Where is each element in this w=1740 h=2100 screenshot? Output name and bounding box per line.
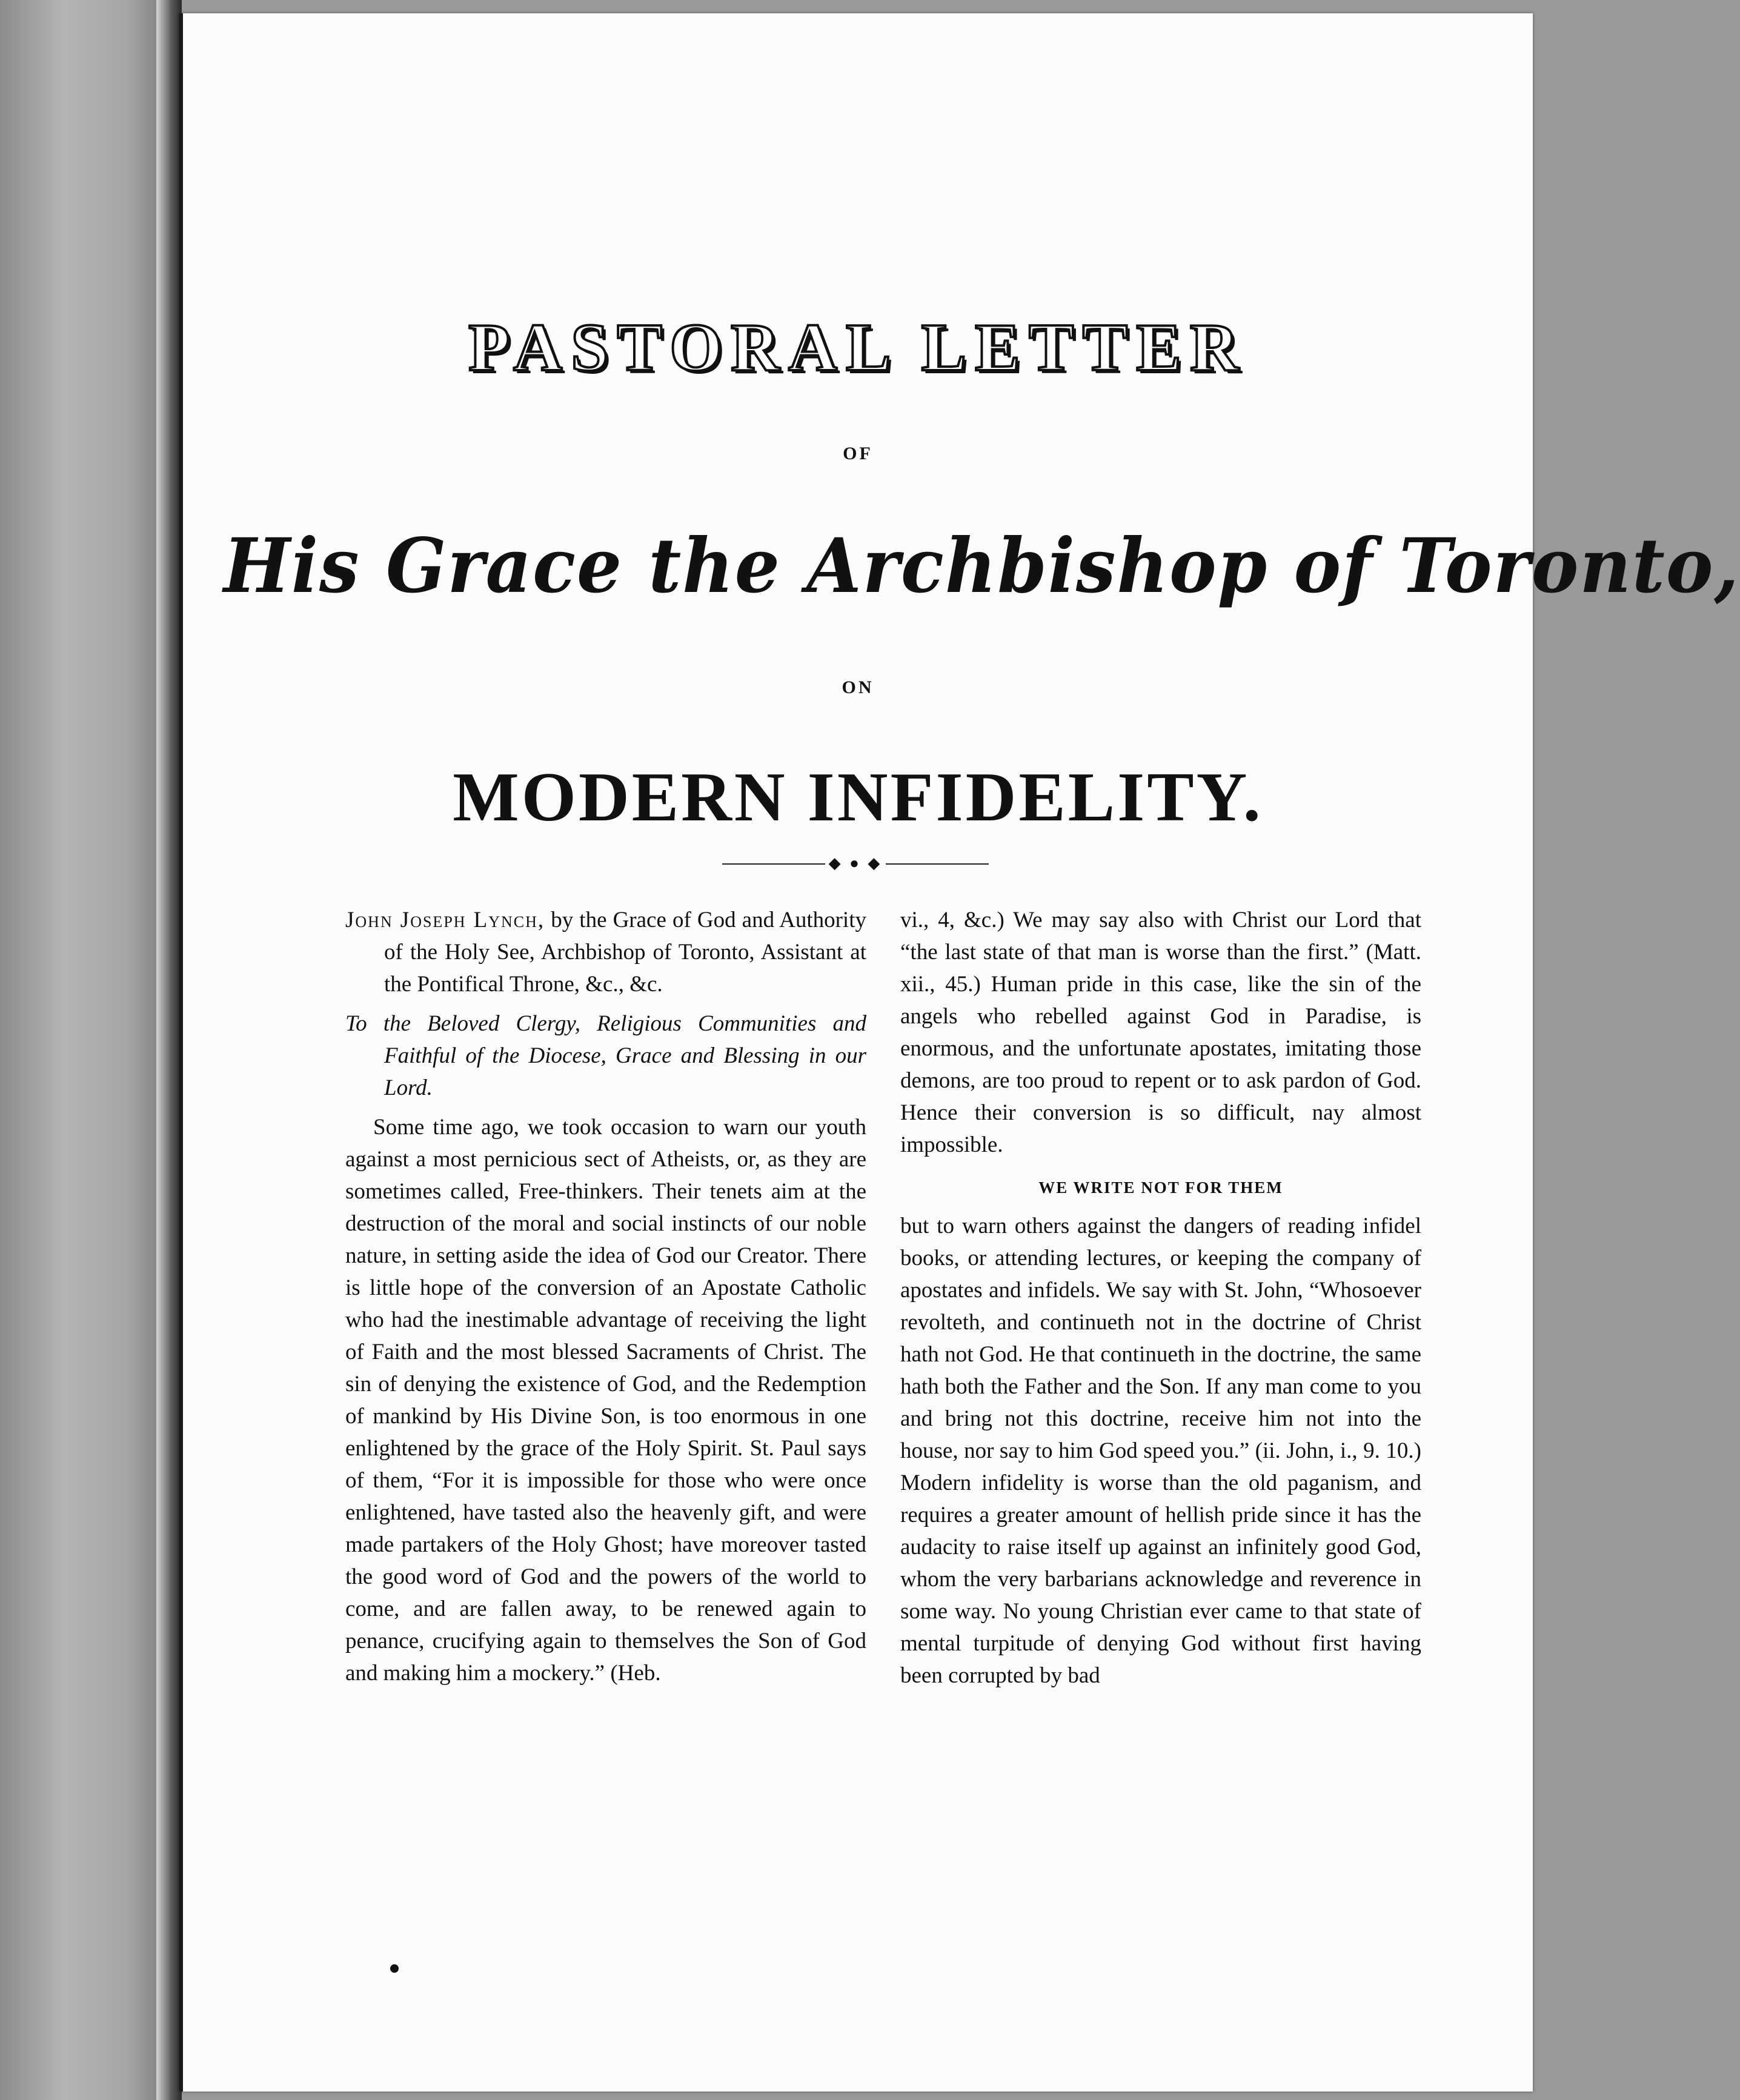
document-title: PASTORAL LETTER bbox=[468, 310, 1247, 385]
right-column bbox=[900, 904, 1421, 1692]
paragraph-2: but to warn others against the dangers of reading infidel books, or attending lectures, or keeping the company of apostates and infidels. We say with St. John, “Whosoever revolteth, and continueth not in the doctrine of Christ hath not God. He that continueth in the doctrine, the same hath both the Father and the Son. If any man come to you and bring not this doctrine, receive him not into the house, nor say to him God speed you.” (ii. John, i., 9. 10.) Modern infidelity is worse than the old paganism, and requires a greater amount of hellish pride since it has the audacity to raise itself up against an infinitely good God, whom the very barbarians acknowledge and reverence in some way. No young Christian ever came to that state of mental turpitude of denying God without first having been corrupted by bad bbox=[900, 1214, 1421, 1688]
archbishop-name: John Joseph Lynch, bbox=[345, 908, 545, 932]
of-line: OF bbox=[843, 444, 873, 464]
page-spine bbox=[156, 0, 182, 2100]
document-page bbox=[179, 13, 1740, 2092]
book-edge bbox=[0, 0, 182, 2100]
salutation-text: by the Grace of God and Authority of the Holy See, Archbishop of Toronto, Assistant at the Pontifical Throne, &c., &c. bbox=[384, 908, 866, 997]
address-line: To the Beloved Clergy, Religious Communities and Faithful of the Diocese, Grace and Blessing in our Lord. bbox=[345, 1011, 866, 1100]
author-line: His Grace the Archbishop of Toronto, bbox=[223, 522, 1740, 610]
on-line: ON bbox=[842, 677, 874, 697]
ornament-divider bbox=[722, 854, 989, 872]
section-heading: WE WRITE NOT FOR THEM bbox=[1038, 1178, 1283, 1197]
ink-dot bbox=[390, 1964, 399, 1973]
ornament-glyphs: ◆ ● ◆ bbox=[828, 854, 883, 872]
salutation bbox=[345, 904, 866, 1000]
ornament-rule-left bbox=[722, 863, 825, 865]
paragraph-1-continued: vi., 4, &c.) We may say also with Christ our Lord that “the last state of that man is worse than the first.” (Matt. xii., 45.) Human pride in this case, like the sin of the angels who rebelled against God in Paradise, is enormous, and the unfortunate apostates, imitating those demons, are too proud to repent or to ask pardon of God. Hence their conversion is so difficult, nay almost impossible. bbox=[900, 908, 1421, 1157]
subject-title: MODERN INFIDELITY. bbox=[453, 759, 1263, 836]
ornament-rule-right bbox=[886, 863, 989, 865]
left-column bbox=[345, 904, 866, 1689]
paragraph-1: Some time ago, we took occasion to warn our youth against a most pernicious sect of Atheists, or, as they are sometimes called, Free-thinkers. Their tenets aim at the destruction of the moral and social instincts of our noble nature, in setting aside the idea of God our Creator. There is little hope of the conversion of an Apostate Catholic who had the inestimable advantage of receiving the light of Faith and the most blessed Sacraments of Christ. The sin of denying the existence of God, and the Redemption of mankind by His Divine Son, is too enormous in one enlightened by the grace of the Holy Spirit. St. Paul says of them, “For it is impossible for those who were once enlightened, have tasted also the heavenly gift, and were made partakers of the Holy Ghost; have moreover tasted the good word of God and the powers of the world to come, and are fallen away, to be renewed again to penance, crucifying again to themselves the Son of God and making him a mockery.” (Heb. bbox=[345, 1115, 866, 1686]
